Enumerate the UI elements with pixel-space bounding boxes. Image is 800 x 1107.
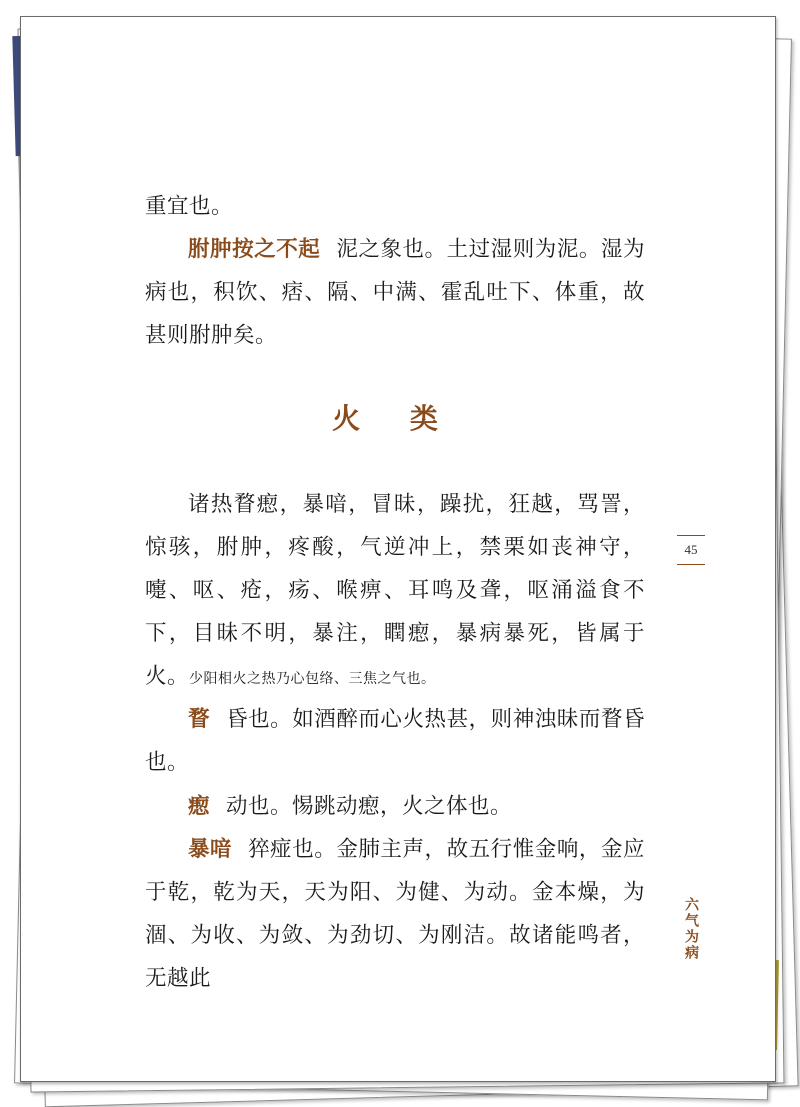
paragraph-mao [145, 698, 645, 784]
paragraph-continuation [145, 185, 645, 228]
paragraph-text: 泥之象也。土过湿则为泥。湿为病也，积饮、痞、隔、中满、霍乱吐下、体重，故甚则胕肿矣。 [145, 237, 645, 348]
book-page [20, 16, 776, 1082]
paragraph-text: 猝痖也。金肺主声，故五行惟金响，金应于乾，乾为天，天为阳、为健、为动。金本燥，为涸、为收、为敛、为劲切、为刚洁。故诸能鸣者，无越此 [145, 837, 645, 991]
paragraph-text: 重宜也。 [145, 194, 234, 219]
page-number-block [677, 535, 705, 565]
section-heading: 火 类 [332, 402, 458, 435]
paragraph-text: 动也。惕跳动瘛，火之体也。 [226, 794, 513, 819]
page-number: 45 [684, 542, 698, 557]
paragraph-text: 昏也。如酒醉而心火热甚，则神浊昧而瞀昏也。 [145, 707, 645, 775]
paragraph-main-fire [145, 483, 645, 701]
paragraph-baoyin [145, 828, 645, 1000]
annotation-note: 少阳相火之热乃心包络、三焦之气也。 [189, 671, 436, 687]
term-mao: 瞀 [188, 707, 211, 732]
page-number-rule-bottom [677, 564, 705, 565]
paragraph-chi [145, 785, 645, 828]
term-fuzhong: 胕肿按之不起 [188, 237, 321, 262]
chapter-title-vertical: 六气为病 [683, 897, 699, 961]
term-baoyin: 暴喑 [188, 837, 233, 862]
paragraph-fuzhong [145, 228, 645, 357]
paragraph-text: 诸热瞀瘛，暴喑，冒昧，躁扰，狂越，骂詈，惊骇，胕肿，疼酸，气逆冲上，禁栗如丧神守，嚏、呕、疮，疡、喉痹、耳鸣及聋，呕涌溢食不下，目昧不明，暴注，瞤瘛，暴病暴死，皆属于火。 [145, 492, 645, 689]
term-chi: 瘛 [188, 794, 211, 819]
